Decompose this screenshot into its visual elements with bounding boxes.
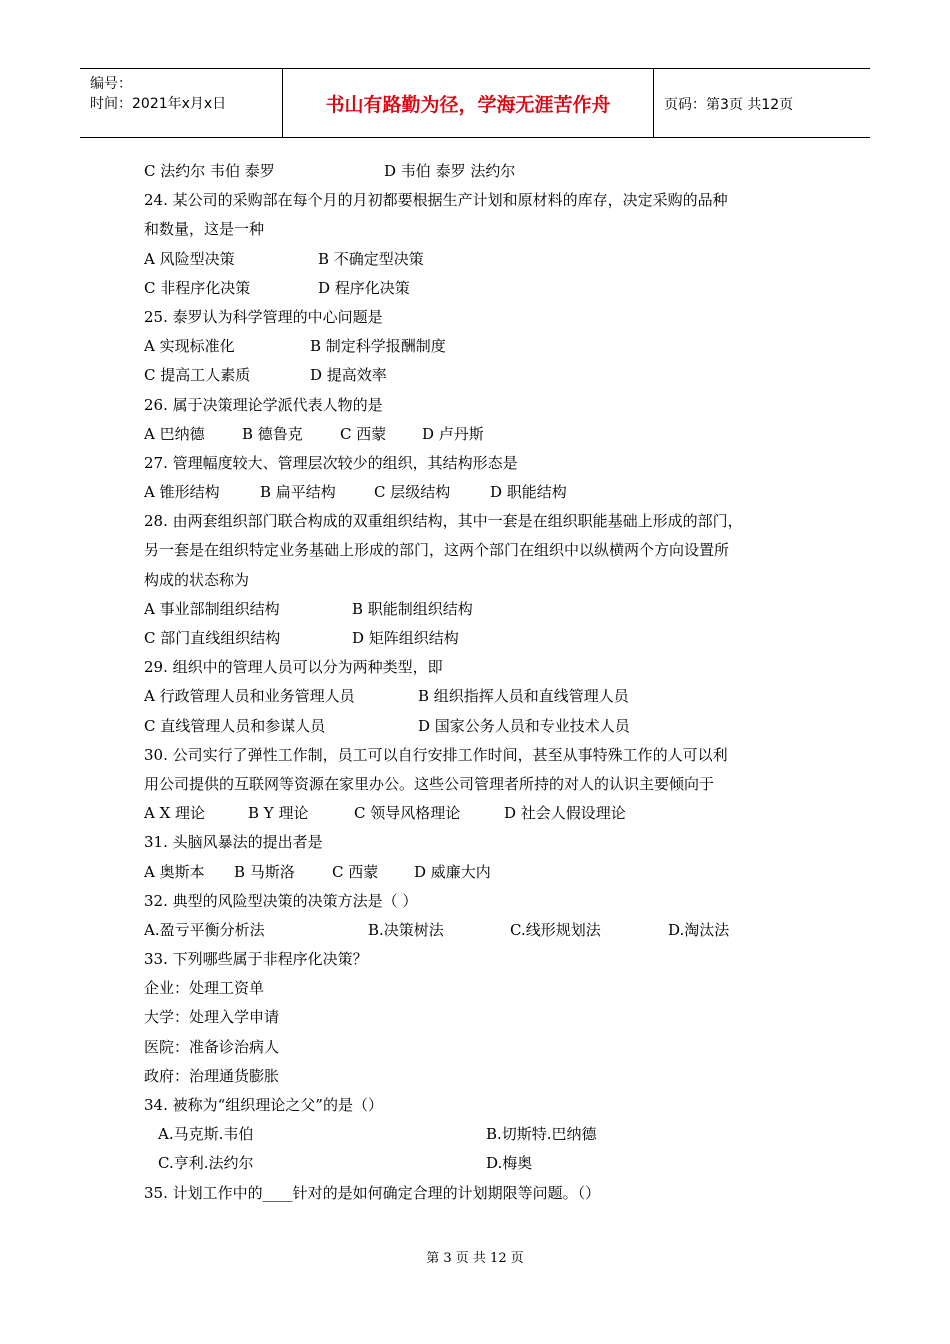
answer-option: C 层级结构 xyxy=(374,483,451,502)
answer-option: B 德鲁克 xyxy=(242,424,303,443)
answer-option: D 国家公务人员和专业技术人员 xyxy=(418,716,630,735)
question-text: 29. 组织中的管理人员可以分为两种类型，即 xyxy=(144,658,443,677)
answer-option: A 行政管理人员和业务管理人员 xyxy=(144,687,355,706)
answer-option: A 风险型决策 xyxy=(144,249,235,268)
question-text: 32. 典型的风险型决策的决策方法是（ ） xyxy=(144,891,418,910)
options-row xyxy=(144,1120,824,1149)
options-row xyxy=(144,858,824,887)
answer-option: B 职能制组织结构 xyxy=(352,599,473,618)
serial-number-label: 编号： xyxy=(90,76,132,92)
options-row xyxy=(144,595,824,624)
options-row xyxy=(144,245,824,274)
header-meta-cell xyxy=(80,69,283,137)
answer-option: B 组织指挥人员和直线管理人员 xyxy=(418,687,629,706)
answer-option: D.梅奥 xyxy=(486,1154,533,1173)
answer-option: C 非程序化决策 xyxy=(144,278,251,297)
question-content xyxy=(144,157,824,1208)
answer-option: D.淘汰法 xyxy=(668,920,730,939)
answer-option: A 奥斯本 xyxy=(144,862,205,881)
answer-option: A X 理论 xyxy=(144,804,206,823)
answer-option: D 矩阵组织结构 xyxy=(352,629,459,647)
answer-option: C.亨利.法约尔 xyxy=(158,1154,254,1173)
options-row xyxy=(144,712,824,741)
page-header xyxy=(80,68,870,138)
question-text: 33. 下列哪些属于非程序化决策？ xyxy=(144,950,368,969)
answer-option: B.决策树法 xyxy=(368,920,444,939)
question-text: 和数量，这是一种 xyxy=(144,220,265,239)
options-row xyxy=(144,361,824,390)
options-row xyxy=(144,274,824,303)
options-row xyxy=(144,157,824,186)
options-row xyxy=(144,624,824,653)
question-text: 医院：准备诊治病人 xyxy=(144,1037,280,1056)
question-text: 政府：治理通货膨胀 xyxy=(144,1066,280,1085)
answer-option: D 提高效率 xyxy=(310,366,387,385)
question-text: 31. 头脑风暴法的提出者是 xyxy=(144,833,323,852)
answer-option: C 领导风格理论 xyxy=(354,804,461,823)
answer-option: C 西蒙 xyxy=(332,862,379,881)
question-text: 大学：处理入学申请 xyxy=(144,1008,280,1027)
answer-option: C 提高工人素质 xyxy=(144,366,251,385)
answer-option: A 实现标准化 xyxy=(144,337,235,356)
header-motto: 书山有路勤为径，学海无涯苦作舟 xyxy=(283,69,654,137)
answer-option: C 西蒙 xyxy=(340,424,387,443)
answer-option: C 部门直线组织结构 xyxy=(144,629,281,647)
options-row xyxy=(144,799,824,828)
answer-option: D 韦伯 泰罗 法约尔 xyxy=(384,162,516,180)
answer-option: B 不确定型决策 xyxy=(318,249,424,268)
options-row xyxy=(144,332,824,361)
answer-option: A.马克斯.韦伯 xyxy=(158,1125,254,1144)
options-row xyxy=(144,916,824,945)
answer-option: D 卢丹斯 xyxy=(422,424,484,443)
question-text: 28. 由两套组织部门联合构成的双重组织结构，其中一套是在组织职能基础上形成的部门， xyxy=(144,512,743,531)
answer-option: C 法约尔 韦伯 泰罗 xyxy=(144,162,275,180)
question-text: 25. 泰罗认为科学管理的中心问题是 xyxy=(144,307,383,326)
question-text: 另一套是在组织特定业务基础上形成的部门，这两个部门在组织中以纵横两个方向设置所 xyxy=(144,541,730,560)
question-text: 用公司提供的互联网等资源在家里办公。这些公司管理者所持的对人的认识主要倾向于 xyxy=(144,774,715,793)
answer-option: B 马斯洛 xyxy=(234,862,295,881)
question-text: 构成的状态称为 xyxy=(144,570,250,589)
header-page-info: 页码：第3页 共12页 xyxy=(664,97,794,113)
answer-option: A 事业部制组织结构 xyxy=(144,599,280,618)
options-row xyxy=(144,420,824,449)
answer-option: D 威廉大内 xyxy=(414,862,491,881)
question-text: 34. 被称为“组织理论之父”的是（） xyxy=(144,1096,383,1114)
answer-option: D 程序化决策 xyxy=(318,278,410,297)
answer-option: B 扁平结构 xyxy=(260,483,336,502)
question-text: 24. 某公司的采购部在每个月的月初都要根据生产计划和原材料的库存，决定采购的品种 xyxy=(144,191,728,210)
answer-option: A 巴纳德 xyxy=(144,424,205,443)
page-footer: 第 3 页 共 12 页 xyxy=(426,1251,524,1266)
time-label: 时间：2021年x月x日 xyxy=(90,96,227,112)
answer-option: D 社会人假设理论 xyxy=(504,804,626,823)
question-text: 35. 计划工作中的____针对的是如何确定合理的计划期限等问题。（） xyxy=(144,1183,601,1202)
answer-option: D 职能结构 xyxy=(490,483,567,502)
options-row xyxy=(144,1149,824,1178)
options-row xyxy=(144,478,824,507)
question-text: 27. 管理幅度较大、管理层次较少的组织，其结构形态是 xyxy=(144,453,518,472)
answer-option: B Y 理论 xyxy=(248,804,309,823)
answer-option: C 直线管理人员和参谋人员 xyxy=(144,716,326,735)
question-text: 26. 属于决策理论学派代表人物的是 xyxy=(144,395,383,414)
answer-option: C.线形规划法 xyxy=(510,920,601,939)
answer-option: A.盈亏平衡分析法 xyxy=(144,920,265,939)
answer-option: A 锥形结构 xyxy=(144,483,220,502)
question-text: 企业：处理工资单 xyxy=(144,979,265,998)
options-row xyxy=(144,682,824,711)
answer-option: B 制定科学报酬制度 xyxy=(310,337,446,356)
question-text: 30. 公司实行了弹性工作制，员工可以自行安排工作时间，甚至从事特殊工作的人可以利 xyxy=(144,745,728,764)
answer-option: B.切斯特.巴纳德 xyxy=(486,1125,597,1144)
